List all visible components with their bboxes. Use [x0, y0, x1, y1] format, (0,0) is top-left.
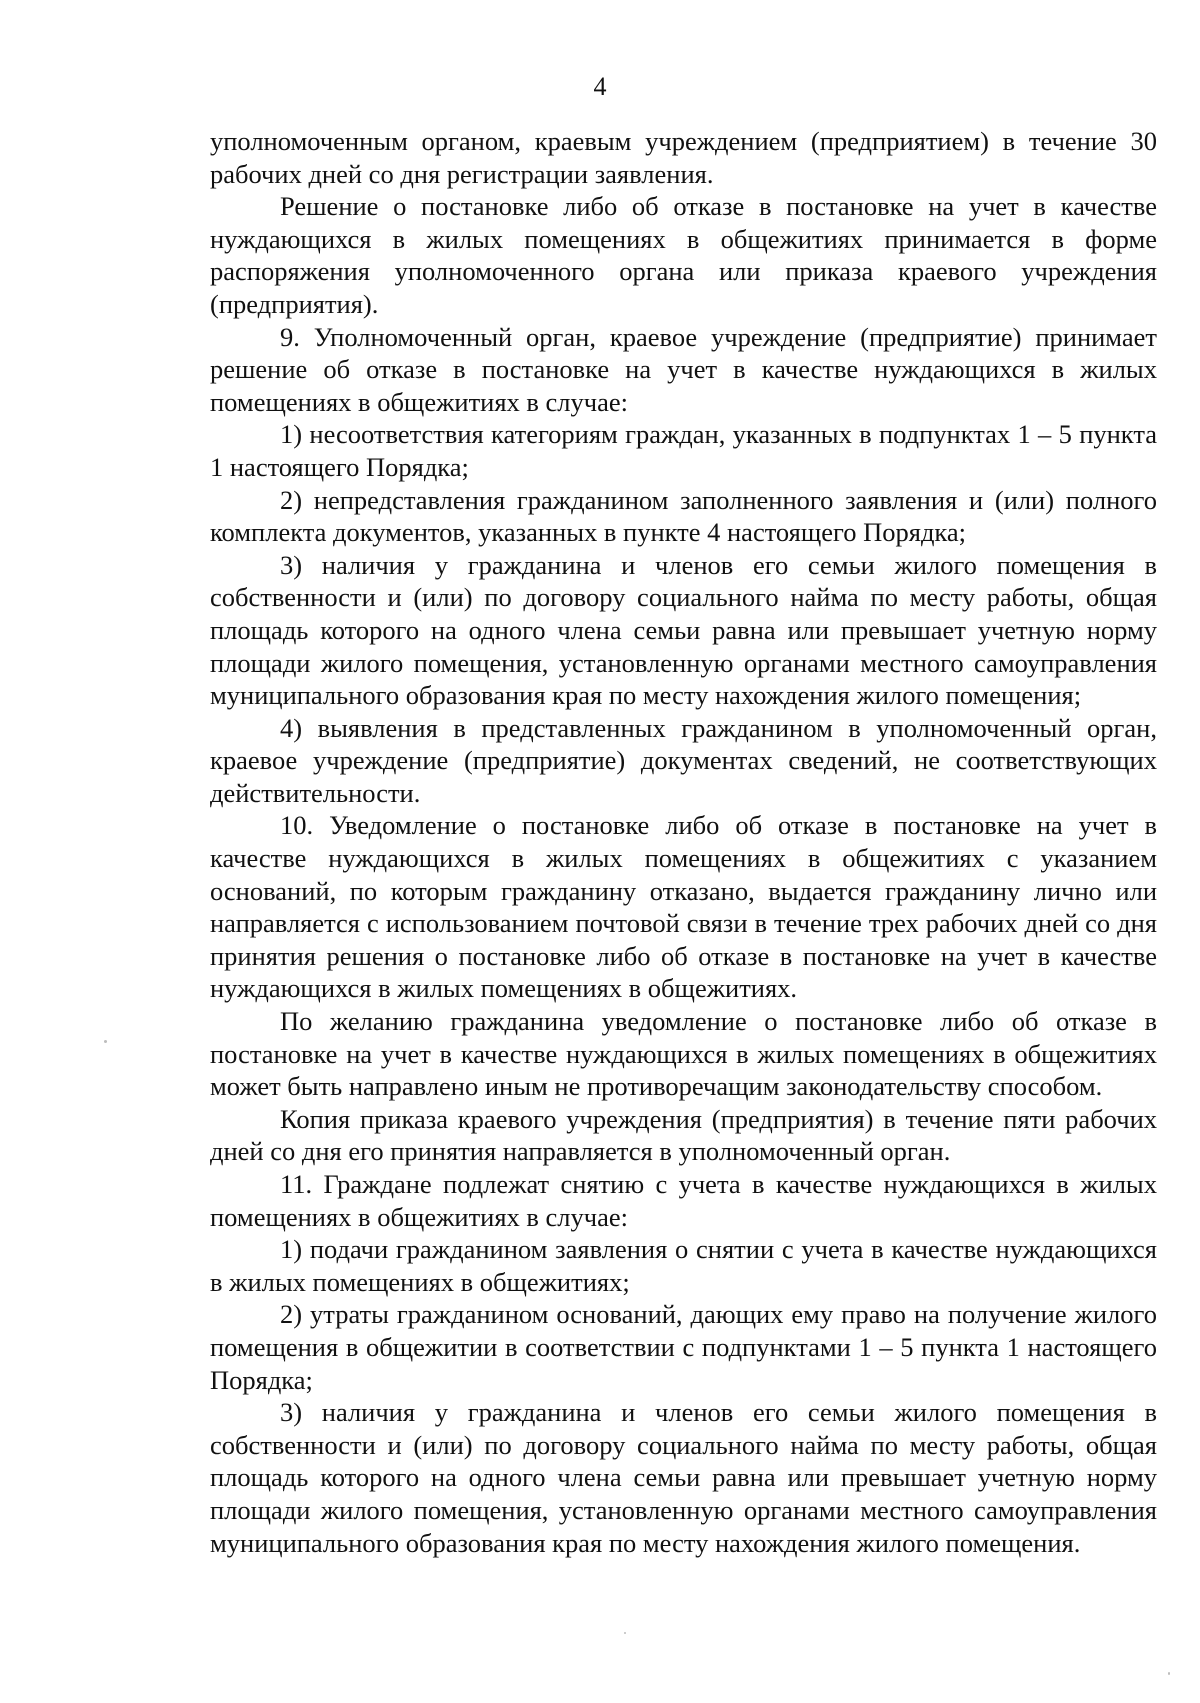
- paragraph-item-11: 11. Граждане подлежат снятию с учета в качестве нуждающихся в жилых помещениях в общежитиях в случае:: [210, 1169, 1157, 1232]
- paragraph-item-11-1: 1) подачи гражданином заявления о снятии с учета в качестве нуждающихся в жилых помещениях в общежитиях;: [210, 1234, 1157, 1297]
- paragraph-item-10: 10. Уведомление о постановке либо об отказе в постановке на учет в качестве нуждающихся в жилых помещениях в общежитиях с указанием оснований, по которым гражданину отказано, выдается гражданину лично или направляется с использованием почтовой связи в течение трех рабочих дней со дня принятия решения о постановке либо об отказе в постановке на учет в качестве нуждающихся в жилых помещениях в общежитиях.: [210, 810, 1157, 1004]
- paragraph-order-copy: Копия приказа краевого учреждения (предприятия) в течение пяти рабочих дней со дня его принятия направляется в уполномоченный орган.: [210, 1103, 1157, 1167]
- paragraph-item-9-2: 2) непредставления гражданином заполненного заявления и (или) полного комплекта документов, указанных в пункте 4 настоящего Порядка;: [210, 484, 1157, 548]
- paragraph-item-9-3: 3) наличия у гражданина и членов его семьи жилого помещения в собственности и (или) по договору социального найма по месту работы, общая площадь которого на одного члена семьи равна или превышает учетную норму площади жилого помещения, установленную органами местного самоуправления муниципального образования края по месту нахождения жилого помещения;: [210, 549, 1157, 711]
- paragraph-notification-method: По желанию гражданина уведомление о постановке либо об отказе в постановке на учет в качестве нуждающихся в жилых помещениях в общежитиях может быть направлено иным не противоречащим законодательству способом.: [210, 1006, 1157, 1102]
- scan-speck: [624, 1632, 626, 1634]
- scan-speck: [104, 1040, 107, 1043]
- page-number: 4: [593, 72, 607, 101]
- paragraph-item-9-1: 1) несоответствия категориям граждан, указанных в подпунктах 1 – 5 пункта 1 настоящего Порядка;: [210, 419, 1157, 482]
- paragraph-continuation: уполномоченным органом, краевым учреждением (предприятием) в течение 30 рабочих дней со дня регистрации заявления.: [210, 126, 1157, 189]
- paragraph-item-11-3: 3) наличия у гражданина и членов его семьи жилого помещения в собственности и (или) по договору социального найма по месту работы, общая площадь которого на одного члена семьи равна или превышает учетную норму площади жилого помещения, установленную органами местного самоуправления муниципального образования края по месту нахождения жилого помещения.: [210, 1397, 1157, 1558]
- paragraph-decision-form: Решение о постановке либо об отказе в постановке на учет в качестве нуждающихся в жилых помещениях в общежитиях принимается в форме распоряжения уполномоченного органа или приказа краевого учреждения (предприятия).: [210, 191, 1157, 319]
- document-body: [210, 125, 1157, 1559]
- scan-speck: [1168, 1672, 1170, 1675]
- paragraph-item-9: 9. Уполномоченный орган, краевое учреждение (предприятие) принимает решение об отказе в постановке на учет в качестве нуждающихся в жилых помещениях в общежитиях в случае:: [210, 321, 1157, 417]
- paragraph-item-9-4: 4) выявления в представленных гражданином в уполномоченный орган, краевое учреждение (предприятие) документах сведений, не соответствующих действительности.: [210, 712, 1157, 808]
- paragraph-item-11-2: 2) утраты гражданином оснований, дающих ему право на получение жилого помещения в общежитии в соответствии с подпунктами 1 – 5 пункта 1 настоящего Порядка;: [210, 1299, 1157, 1395]
